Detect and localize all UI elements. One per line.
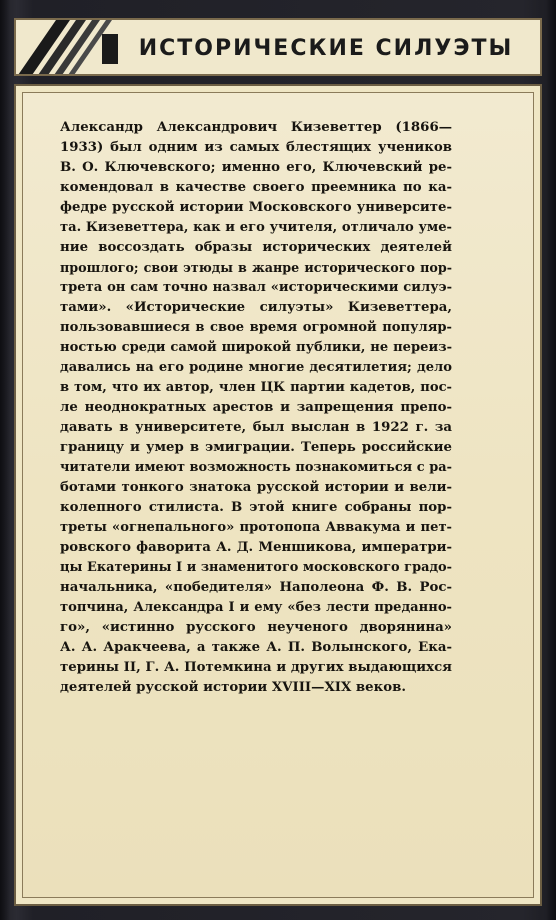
text-line: треты «огнепального» протопопа Аввакума и пет- <box>60 520 452 535</box>
header-band <box>14 18 542 76</box>
text-line: Александр Александрович Кизеветтер (1866— <box>60 120 452 135</box>
series-title: ИСТОРИЧЕСКИЕ СИЛУЭТЫ <box>138 35 514 61</box>
text-line: деятелей русской истории XVIII—XIX веков. <box>60 680 406 695</box>
diagonal-stripes-ornament <box>16 20 126 76</box>
text-line: ровского фаворита А. Д. Меншикова, императри- <box>60 540 452 555</box>
text-line: давались на его родине многие десятилетия; дело <box>60 360 452 375</box>
text-line: начальника, «победителя» Наполеона Ф. В. Рос- <box>60 580 452 595</box>
text-line: читатели имеют возможность познакомиться с ра- <box>60 460 452 475</box>
text-line: трета он сам точно назвал «историческими силуэ- <box>60 280 452 295</box>
text-line: ле неоднократных арестов и запрещения препо- <box>60 400 452 415</box>
text-line: В. О. Ключевского; именно его, Ключевский ре- <box>60 160 452 175</box>
annotation-text <box>60 118 452 698</box>
text-line: ботами тонкого знатока русской истории и вели- <box>60 480 452 495</box>
text-line: федре русской истории Московского университе- <box>60 200 452 215</box>
text-line: цы Екатерины I и знаменитого московского градо- <box>60 560 452 575</box>
text-line: комендовал в качестве своего преемника по ка- <box>60 180 452 195</box>
right-edge-shadow <box>546 0 556 920</box>
text-line: 1933) был одним из самых блестящих учеников <box>60 140 452 155</box>
text-line: терины II, Г. А. Потемкина и других выдающихся <box>60 660 452 675</box>
text-line: тами». «Исторические силуэты» Кизеветтера, <box>60 300 452 315</box>
text-line: в том, что их автор, член ЦК партии кадетов, пос- <box>60 380 452 395</box>
left-edge-shadow <box>0 0 10 920</box>
text-line: прошлого; свои этюды в жанре исторического пор- <box>60 260 452 275</box>
text-line: ностью среди самой широкой публики, не переиз- <box>60 340 452 355</box>
text-line: А. А. Аракчеева, а также А. П. Волынского, Ека- <box>60 640 452 655</box>
text-line: та. Кизеветтера, как и его учителя, отличало уме- <box>60 220 452 235</box>
text-line: пользовавшиеся в свое время огромной популяр- <box>60 320 452 335</box>
text-line: топчина, Александра I и ему «без лести преданно- <box>60 600 452 615</box>
text-line: границу и умер в эмиграции. Теперь российские <box>60 440 452 455</box>
text-line: го», «истинно русского неученого дворянина» <box>60 620 452 635</box>
text-line: давать в университете, был выслан в 1922 г. за <box>60 420 452 435</box>
text-line: ние воссоздать образы исторических деятелей <box>60 240 452 255</box>
text-line: колепного стилиста. В этой книге собраны пор- <box>60 500 452 515</box>
